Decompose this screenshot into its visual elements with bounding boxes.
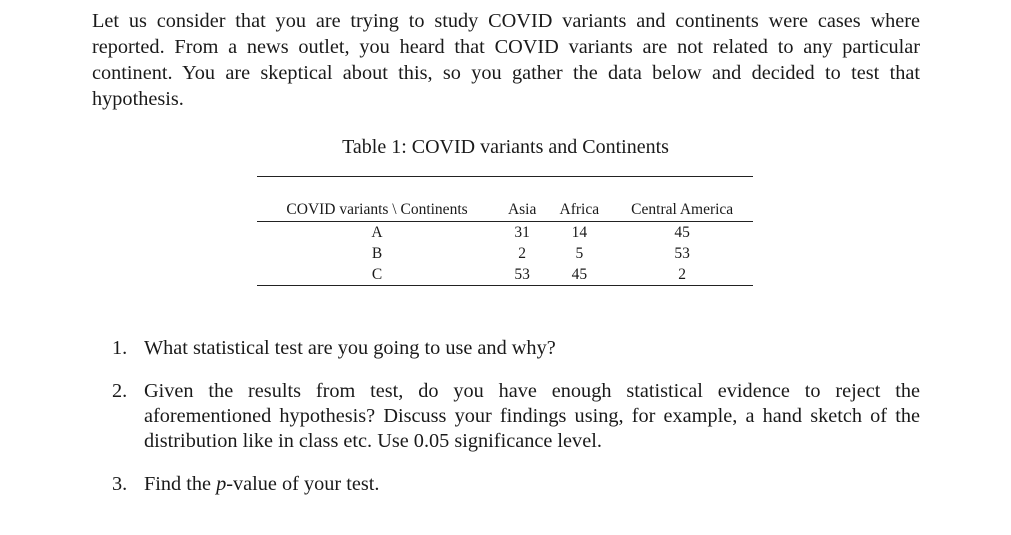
question-item: [112, 336, 920, 361]
cell-africa: 14: [571, 223, 588, 241]
cell-central-america: 53: [674, 244, 690, 262]
data-table: [257, 176, 753, 286]
header-central-america: Central America: [611, 199, 753, 222]
table-caption: Table 1: COVID variants and Continents: [342, 136, 669, 158]
question-list: [112, 336, 920, 497]
question-number: 2.: [112, 380, 128, 402]
question-number: 1.: [112, 337, 128, 359]
question-text: What statistical test are you going to use and why?: [144, 337, 556, 359]
question-item: [112, 472, 920, 497]
cell-asia: 31: [514, 223, 530, 241]
cell-central-america: 2: [611, 264, 753, 286]
table-top-rule: [257, 177, 753, 200]
cell-asia: 53: [497, 264, 547, 286]
cell-africa: 45: [547, 264, 611, 286]
table-header-row: [257, 199, 753, 222]
question-number: 3.: [112, 473, 128, 495]
table-row: [257, 243, 753, 264]
data-table-container: [257, 176, 753, 286]
intro-paragraph: Let us consider that you are trying to study COVID variants and continents were cases where reported. From a news outlet, you heard that COVID variants are not related to any particular continent. You are skeptical about this, so you gather the data below and decided to test that hypothesis.: [92, 10, 920, 110]
question-text: Given the results from test, do you have enough statistical evidence to reject the aforementioned hypothesis? Discuss your findings using, for example, a hand sketch of the distribution like in class etc. Use 0.05 significance level.: [144, 380, 920, 452]
question-text-prefix: Find the: [144, 473, 217, 495]
row-label: C: [257, 264, 497, 286]
row-label: B: [371, 244, 383, 262]
header-variants-continents: COVID variants \ Continents: [257, 199, 497, 222]
row-label: A: [371, 223, 383, 241]
header-africa: Africa: [547, 199, 611, 222]
question-text-suffix: -value of your test.: [226, 473, 380, 495]
header-asia: Asia: [497, 199, 547, 222]
question-item: [112, 379, 920, 454]
cell-central-america: 45: [674, 223, 690, 241]
cell-africa: 5: [575, 244, 584, 262]
table-row: [257, 264, 753, 286]
p-variable: p: [216, 473, 227, 495]
cell-asia: 2: [518, 244, 527, 262]
table-row: [257, 222, 753, 244]
